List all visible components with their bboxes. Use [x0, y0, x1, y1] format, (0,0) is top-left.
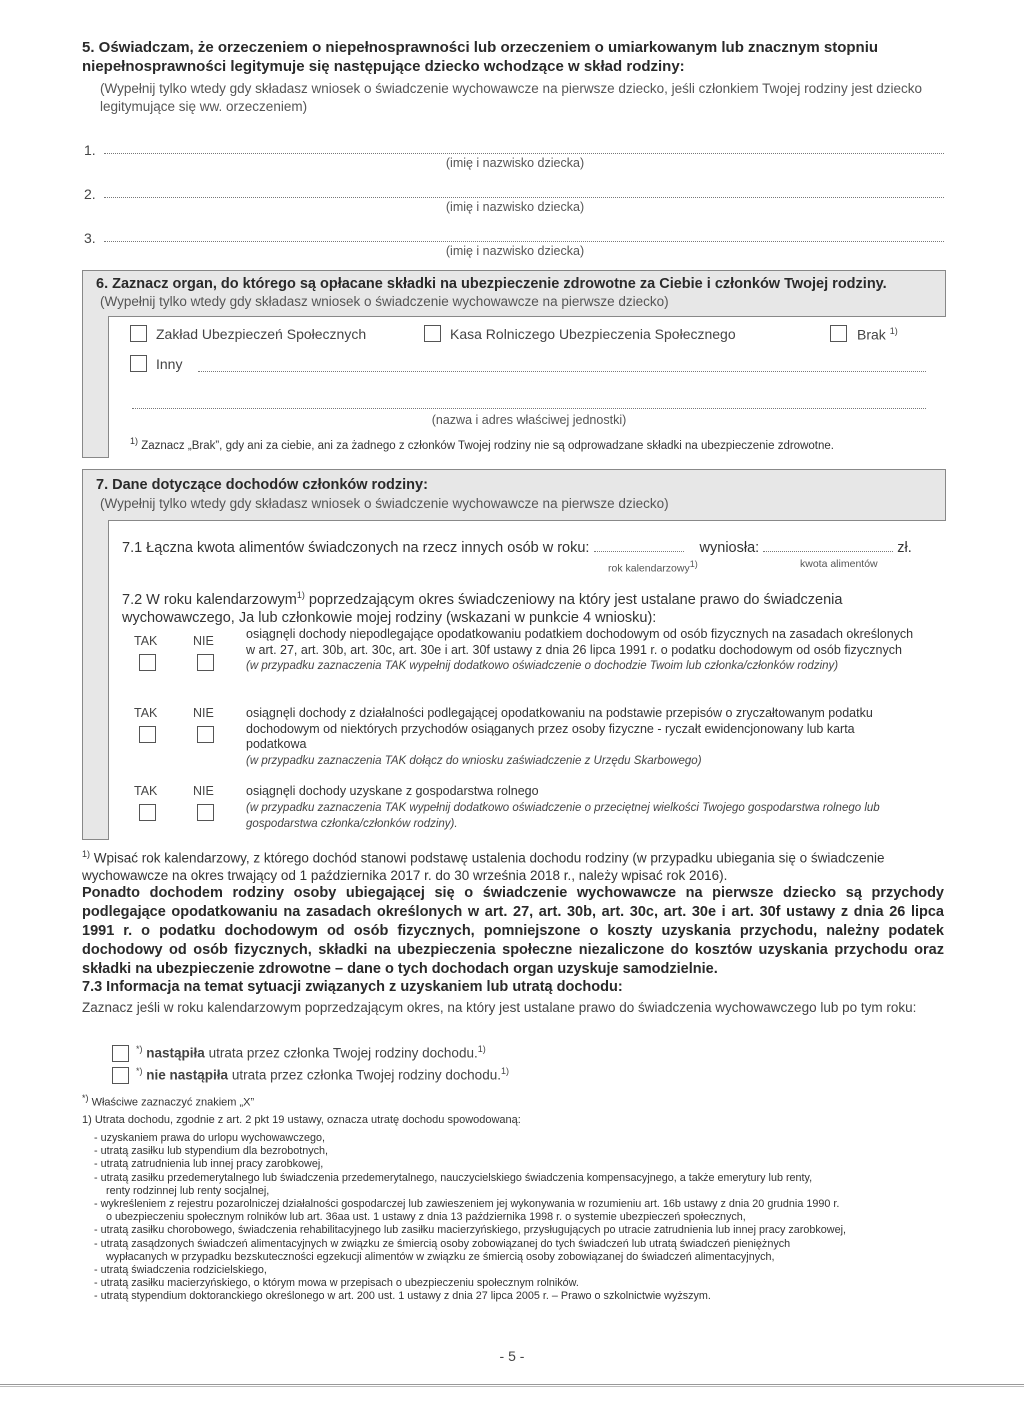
income2-description	[246, 706, 916, 769]
inny-label: Inny	[156, 356, 183, 372]
footnote-marker: 1)	[477, 1044, 486, 1054]
child-name-field[interactable]	[104, 153, 944, 154]
list-item: - utratą zasiłku lub stypendium dla bezrobotnych,	[94, 1145, 329, 1158]
alimony-unit: zł.	[897, 540, 912, 556]
star-marker: *)	[136, 1044, 143, 1054]
list-item: renty rodzinnej lub renty socjalnej,	[106, 1184, 270, 1197]
child-name-caption: (imię i nazwisko dziecka)	[445, 156, 585, 170]
child-row-3	[84, 230, 946, 270]
star-footnote	[82, 1092, 254, 1110]
footnote-marker: 1)	[296, 590, 305, 600]
footnote-year-text: Wpisać rok kalendarzowy, z którego dochód stanowi podstawę ustalenia dochodu rodziny (w przypadku ubiegania się o świadczenie wychowawcze na okres trwający od 1 października 2017 r. do 30 września 2018 r., należy wpisać rok 2016).	[82, 850, 885, 883]
alimony-amount-field[interactable]	[763, 540, 893, 552]
tak-label: TAK	[134, 784, 158, 798]
income1-text: osiągnęli dochody niepodlegające opodatkowaniu podatkiem dochodowym od osób fizycznych na zasadach określonych w art. 27, art. 30b, art. 30c, art. 30e i art. 30f ustawy z dnia 26 lipca 1991 r. o podatku dochodowym od osób fizycznych	[246, 627, 914, 657]
footnote-marker: 1)	[82, 849, 91, 859]
footnote-marker: 1)	[500, 1066, 509, 1076]
page-number: - 5 -	[499, 1348, 525, 1364]
income3-description	[246, 784, 916, 833]
section72-text	[122, 586, 922, 627]
brak-checkbox[interactable]	[830, 325, 847, 342]
zus-checkbox[interactable]	[130, 325, 147, 342]
nie-label: NIE	[193, 706, 214, 720]
alimony-year-caption-text: rok kalendarzowy	[608, 562, 690, 575]
alimony-label: 7.1 Łączna kwota alimentów świadczonych na rzecz innych osób w roku:	[122, 540, 590, 556]
brak-text: Brak	[857, 326, 886, 343]
alimony-year-field[interactable]	[594, 540, 684, 552]
income1-tak-checkbox[interactable]	[139, 654, 156, 671]
income3-tak-checkbox[interactable]	[139, 804, 156, 821]
section6-hint: (Wypełnij tylko wtedy gdy składasz wniosek o świadczenie wychowawcze na pierwsze dziecko)	[100, 294, 669, 309]
child-number: 1.	[84, 142, 96, 158]
list-item: - utratą stypendium doktoranckiego określonego w art. 200 ust. 1 ustawy z dnia 27 lipca 2005 r. – Prawo o szkolnictwie wyższym.	[94, 1290, 711, 1303]
income-loss-list	[82, 1132, 952, 1304]
income-loss-intro: 1) Utrata dochodu, zgodnie z art. 2 pkt 19 ustawy, oznacza utratę dochodu spowodowaną:	[82, 1114, 521, 1126]
section5-hint: (Wypełnij tylko wtedy gdy składasz wniosek o świadczenie wychowawcze na pierwsze dziecko, jeśli członkiem Twojej rodziny jest dziecko legitymujące się ww. orzeczeniem)	[100, 81, 922, 114]
child-row-2	[84, 186, 946, 226]
income-loss-yes-bold: nastąpiła	[146, 1045, 205, 1061]
income-loss-no-bold: nie nastąpiła	[146, 1067, 229, 1083]
alimony-mid-label: wyniosła:	[699, 540, 760, 556]
nie-label: NIE	[193, 634, 214, 648]
list-item: wypłacanych w przypadku bezskuteczności egzekucji alimentów w związku ze śmiercią osoby zobowiązanej do świadczeń alimentacyjnych,	[106, 1250, 775, 1263]
footnote-marker: 1)	[889, 326, 898, 336]
star-marker: *)	[82, 1093, 89, 1103]
income-loss-no-checkbox[interactable]	[112, 1067, 129, 1084]
tak-label: TAK	[134, 634, 158, 648]
child-name-caption: (imię i nazwisko dziecka)	[445, 244, 585, 258]
star-footnote-text: Właściwe zaznaczyć znakiem „X”	[91, 1096, 255, 1109]
section6-title: 6. Zaznacz organ, do którego są opłacane składki na ubezpieczenie zdrowotne za Ciebie i członków Twojej rodziny.	[96, 276, 887, 292]
krus-label: Kasa Rolniczego Ubezpieczenia Społecznego	[450, 326, 736, 342]
income2-nie-checkbox[interactable]	[197, 726, 214, 743]
child-row-1	[84, 142, 946, 182]
list-item: - utratą zasiłku przedemerytalnego lub świadczenia przedemerytalnego, nauczycielskiego świadczenia kompensacyjnego, a także emerytury lub renty,	[94, 1171, 813, 1184]
section7-hint: (Wypełnij tylko wtedy gdy składasz wniosek o świadczenie wychowawcze na pierwsze dziecko)	[100, 496, 669, 511]
brak-label	[857, 326, 898, 343]
tak-label: TAK	[134, 706, 158, 720]
list-item: - utratą zasiłku macierzyńskiego, o którym mowa w przepisach o ubezpieczeniu społecznym rolników.	[94, 1277, 579, 1290]
income2-tak-checkbox[interactable]	[139, 726, 156, 743]
list-item: - wykreśleniem z rejestru pozarolniczej działalności gospodarczej lub zawieszeniem jej wykonywania w rozumieniu art. 16b ustawy z dnia 20 grudnia 1990 r.	[94, 1198, 840, 1211]
section72-body: poprzedzającym okres świadczeniowy na który jest ustalane prawo do świadczenia wychowawczego, Ja lub członkowie mojej rodziny (wskazani w punkcie 4 wniosku):	[122, 591, 843, 626]
unit-address-caption: (nazwa i adres właściwej jednostki)	[431, 413, 627, 427]
child-name-field[interactable]	[104, 197, 944, 198]
section7-title: 7. Dane dotyczące dochodów członków rodziny:	[96, 477, 428, 493]
income2-note: (w przypadku zaznaczenia TAK dołącz do wniosku zaświadczenie z Urzędu Skarbowego)	[246, 754, 702, 767]
section73-heading: 7.3 Informacja na temat sytuacji związanych z uzyskaniem lub utratą dochodu:	[82, 979, 623, 995]
child-name-caption: (imię i nazwisko dziecka)	[445, 200, 585, 214]
income3-nie-checkbox[interactable]	[197, 804, 214, 821]
alimony-year-caption	[608, 559, 698, 575]
star-marker: *)	[136, 1066, 143, 1076]
income-loss-no-label	[136, 1066, 509, 1083]
section72-lead: 7.2 W roku kalendarzowym	[122, 591, 297, 608]
nie-label: NIE	[193, 784, 214, 798]
income-statement: Ponadto dochodem rodziny osoby ubiegającej się o świadczenie wychowawcze na pierwsze dziecko są przychody podlegające opodatkowaniu na zasadach określonych w art. 27, art. 30b, art. 30c, art. 30e i art. 30f ustawy z dnia 26 lipca 1991 r. o podatku dochodowym od osób fizycznych, pomniejszone o koszty uzyskania przychodu, należny podatek dochodowy od osób fizycznych, składki na ubezpieczenia społeczne niezaliczone do kosztów uzyskania przychodu oraz składki na ubezpieczenie zdrowotne – dane o tych dochodach organ uzyskuje samodzielnie.	[82, 885, 944, 977]
child-number: 2.	[84, 186, 96, 202]
income1-nie-checkbox[interactable]	[197, 654, 214, 671]
inny-checkbox[interactable]	[130, 355, 147, 372]
section6-footnote-text: Zaznacz „Brak”, gdy ani za ciebie, ani za żadnego z członków Twojej rodziny nie są odprowadzane składki na ubezpieczenie zdrowotne.	[141, 439, 834, 452]
list-item: - uzyskaniem prawa do urlopu wychowawczego,	[94, 1132, 326, 1144]
income3-note: (w przypadku zaznaczenia TAK wypełnij dodatkowo oświadczenie o przeciętnej wielkości Twojego gospodarstwa rolnego lub gospodarstwa członka/członków rodziny).	[246, 801, 880, 830]
income2-text: osiągnęli dochody z działalności podlegającej opodatkowaniu na podstawie przepisów o zryczałtowanym podatku dochodowym od niektórych przychodów osiąganych przez osoby fizyczne - ryczałt ewidencjonowany lub karta podatkowa	[246, 706, 873, 751]
inny-field[interactable]	[198, 371, 926, 372]
income1-description	[246, 627, 916, 675]
zus-label: Zakład Ubezpieczeń Społecznych	[156, 326, 367, 342]
income-loss-yes-label	[136, 1044, 486, 1061]
income-loss-no-rest: utrata przez członka Twojej rodziny dochodu.	[231, 1067, 501, 1083]
list-item: - utratą zatrudnienia lub innej pracy zarobkowej,	[94, 1158, 324, 1171]
alimony-row	[122, 540, 912, 556]
income-loss-yes-rest: utrata przez członka Twojej rodziny dochodu.	[208, 1045, 478, 1061]
section6-footnote	[130, 436, 942, 452]
child-number: 3.	[84, 230, 96, 246]
list-item: - utratą zasądzonych świadczeń alimentacyjnych w związku ze śmiercią osoby zobowiązanej do tych świadczeń lub utratą świadczeń pieniężnych	[94, 1237, 791, 1250]
footnote-marker: 1)	[130, 436, 139, 446]
list-item: - utratą świadczenia rodzicielskiego,	[94, 1264, 267, 1277]
child-name-field[interactable]	[104, 241, 944, 242]
list-item: o ubezpieczeniu społecznym rolników lub art. 36aa ust. 1 ustawy z dnia 13 października 1998 r. o systemie ubezpieczeń społecznych,	[106, 1211, 746, 1224]
footnote-year	[82, 846, 942, 884]
list-item: - utratą zasiłku chorobowego, świadczenia rehabilitacyjnego lub zasiłku macierzyńskiego, przysługujących po utracie zatrudnienia lub innej pracy zarobkowej,	[94, 1224, 846, 1237]
page-edge	[0, 1384, 1024, 1387]
income-loss-yes-checkbox[interactable]	[112, 1045, 129, 1062]
krus-checkbox[interactable]	[424, 325, 441, 342]
alimony-amount-caption: kwota alimentów	[800, 558, 878, 570]
income3-text: osiągnęli dochody uzyskane z gospodarstwa rolnego	[246, 784, 539, 798]
income1-note: (w przypadku zaznaczenia TAK wypełnij dodatkowo oświadczenie o dochodzie Twoim lub członka/członków rodziny)	[246, 660, 839, 672]
unit-address-field[interactable]	[132, 408, 926, 409]
section5-heading: 5. Oświadczam, że orzeczeniem o niepełnosprawności lub orzeczeniem o umiarkowanym lub znacznym stopniu niepełnosprawności legitymuje się następujące dziecko wchodzące w skład rodziny:	[82, 39, 879, 75]
section73-text: Zaznacz jeśli w roku kalendarzowym poprzedzającym okres, na który jest ustalane prawo do świadczenia wychowawczego lub po tym roku:	[82, 1000, 917, 1015]
footnote-marker: 1)	[689, 559, 698, 569]
